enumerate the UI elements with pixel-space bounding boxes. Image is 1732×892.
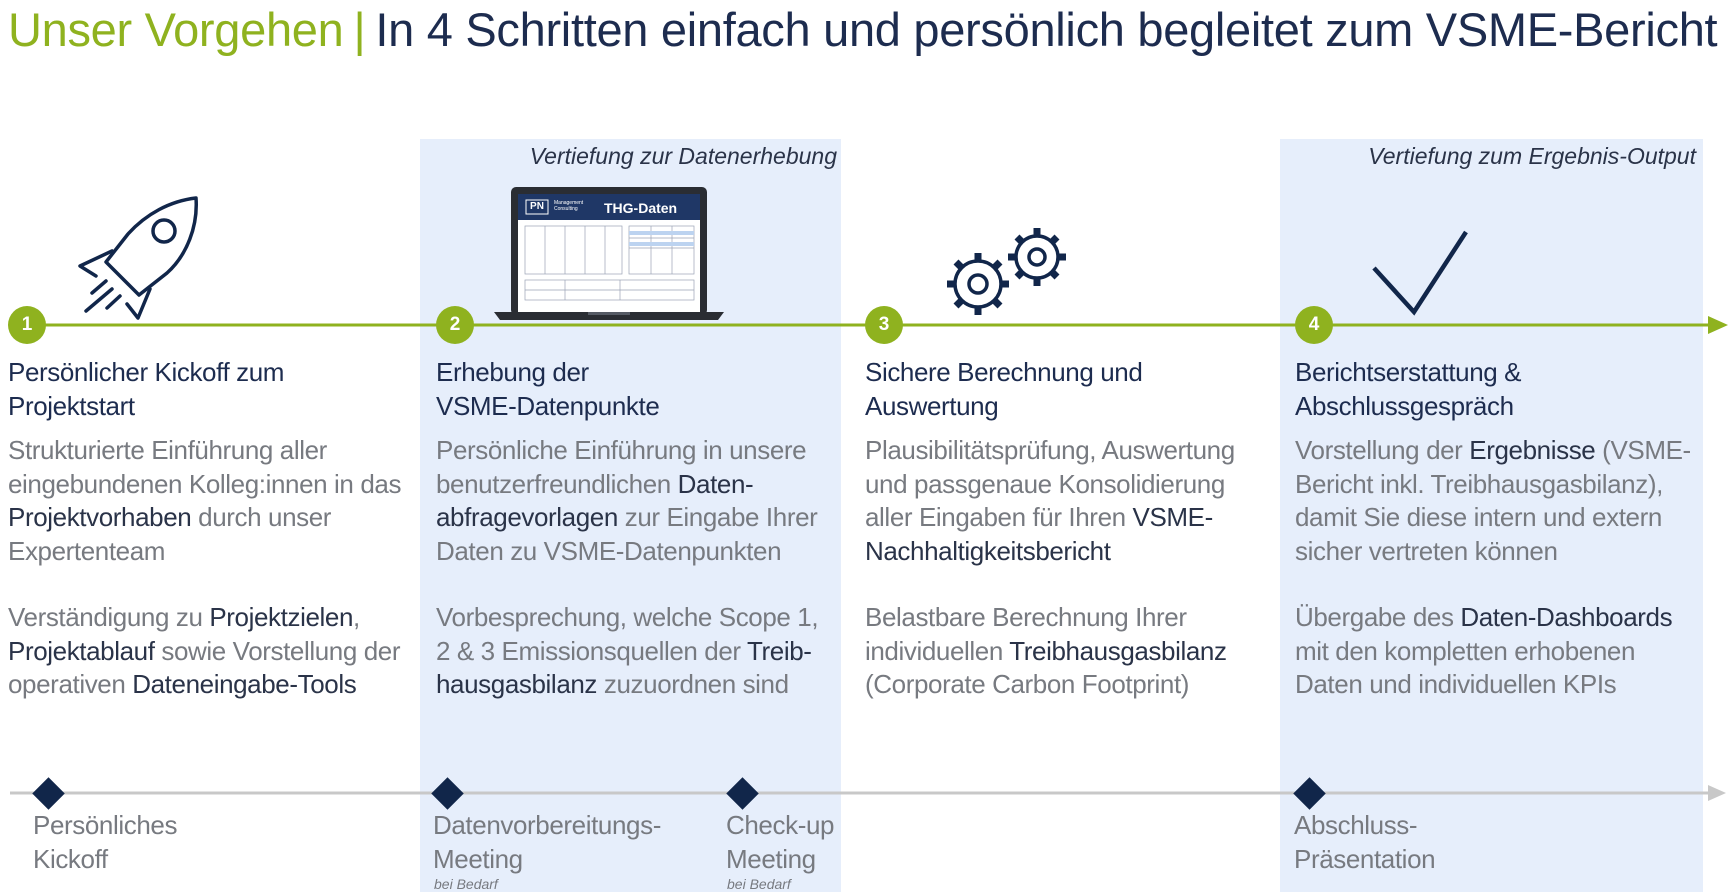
text-line: Übergabe des Daten-Dashboards bbox=[1295, 602, 1673, 632]
step-heading-line: Auswertung bbox=[865, 391, 999, 421]
milestone-line-text: Persönliches bbox=[33, 810, 178, 840]
milestone-line-text: Präsentation bbox=[1294, 844, 1436, 874]
step-heading-line: Projektstart bbox=[8, 391, 135, 421]
text-line: Bericht inkl. Treibhausgasbilanz), bbox=[1295, 468, 1663, 499]
highlight-term: Dateneingabe-Tools bbox=[132, 669, 357, 699]
step-details-3 bbox=[865, 601, 1280, 702]
title-subtitle: In 4 Schritten einfach und persönlich begleitet zum VSME-Bericht bbox=[375, 3, 1718, 56]
laptop-screen-title: THG-Daten bbox=[604, 200, 678, 216]
milestone-line-text: Meeting bbox=[726, 844, 816, 874]
text-line: Belastbare Berechnung Ihrer bbox=[865, 602, 1187, 632]
highlight-term: Treibhausgasbilanz bbox=[1009, 635, 1227, 666]
step-description-3 bbox=[865, 434, 1280, 568]
step-heading-2 bbox=[436, 355, 846, 423]
text-line: Daten und individuellen KPIs bbox=[1295, 669, 1617, 699]
milestone-line-text: Meeting bbox=[433, 844, 523, 874]
highlight-term: Daten-Dashboards bbox=[1460, 602, 1673, 632]
milestone-line-text: Abschluss- bbox=[1294, 810, 1418, 840]
text-line: operativen Dateneingabe-Tools bbox=[8, 669, 357, 699]
text-line: benutzerfreundlichen Daten- bbox=[436, 468, 754, 499]
step-description-4 bbox=[1295, 434, 1710, 568]
milestone-label-kickoff bbox=[33, 808, 177, 876]
milestone-arrowhead bbox=[1708, 785, 1726, 801]
text-line: Projektablauf sowie Vorstellung der bbox=[8, 635, 401, 666]
text-line: abfragevorlagen zur Eingabe Ihrer bbox=[436, 502, 818, 532]
milestone-note: bei Bedarf bbox=[727, 876, 791, 892]
milestone-line-text: Datenvorbereitungs- bbox=[433, 810, 661, 840]
step-heading-line: Persönlicher Kickoff zum bbox=[8, 357, 285, 387]
step-heading-line: Sichere Berechnung und bbox=[865, 357, 1143, 387]
laptop-logo: PN bbox=[530, 201, 544, 212]
text-line: Vorstellung der Ergebnisse (VSME- bbox=[1295, 435, 1691, 465]
process-arrowhead bbox=[1708, 316, 1728, 334]
text-line: Projektvorhaben durch unser bbox=[8, 502, 332, 532]
text-line: eingebundenen Kolleg:innen in das bbox=[8, 468, 402, 499]
highlight-term: Treib- bbox=[747, 635, 812, 666]
step-details-4 bbox=[1295, 601, 1710, 702]
text-line: Plausibilitätsprüfung, Auswertung bbox=[865, 435, 1235, 465]
highlight-term: Projektvorhaben bbox=[8, 502, 192, 532]
step-description-2 bbox=[436, 434, 851, 568]
checkmark-icon bbox=[1374, 232, 1466, 312]
milestone-line-text: Check-up bbox=[726, 810, 835, 840]
step-details-2 bbox=[436, 601, 851, 702]
highlight-term: hausgasbilanz bbox=[436, 669, 598, 699]
highlight-term: Projektzielen bbox=[209, 602, 354, 632]
step-heading-line: Berichtserstattung & bbox=[1295, 357, 1522, 387]
step-heading-4 bbox=[1295, 355, 1705, 423]
step-heading-line: Abschlussgespräch bbox=[1295, 391, 1514, 421]
text-line: hausgasbilanz zuzuordnen sind bbox=[436, 669, 789, 699]
text-line: Strukturierte Einführung aller bbox=[8, 435, 327, 465]
highlight-term: VSME- bbox=[1132, 502, 1213, 532]
milestone-line-text: Kickoff bbox=[33, 844, 108, 874]
highlight-term: Daten- bbox=[677, 468, 754, 499]
rocket-icon bbox=[80, 198, 196, 318]
text-line: sicher vertreten können bbox=[1295, 535, 1558, 566]
text-line: Vorbesprechung, welche Scope 1, bbox=[436, 602, 819, 632]
step-details-1 bbox=[8, 601, 423, 702]
title-main: Unser Vorgehen bbox=[8, 3, 344, 56]
panel-caption-data: Vertiefung zur Datenerhebung bbox=[529, 143, 837, 169]
step-number-2: 2 bbox=[436, 306, 474, 344]
text-line: Persönliche Einführung in unsere bbox=[436, 435, 807, 465]
step-number-3: 3 bbox=[865, 306, 903, 344]
step-heading-1 bbox=[8, 355, 418, 423]
highlight-term: Projektablauf bbox=[8, 635, 155, 666]
milestone-label-data-prep bbox=[433, 808, 661, 876]
text-line: Expertenteam bbox=[8, 535, 166, 566]
highlight-term: Ergebnisse bbox=[1469, 435, 1596, 465]
step-heading-line: VSME-Datenpunkte bbox=[436, 391, 660, 421]
milestone-label-checkup bbox=[726, 808, 834, 876]
highlight-term: abfragevorlagen bbox=[436, 502, 618, 532]
step-number-4: 4 bbox=[1295, 306, 1333, 344]
laptop-company: Management Consulting bbox=[554, 200, 584, 212]
panel-caption-output: Vertiefung zum Ergebnis-Output bbox=[1368, 143, 1696, 169]
gears-icon bbox=[947, 228, 1066, 315]
text-line bbox=[865, 535, 1280, 569]
milestone-label-final bbox=[1294, 808, 1435, 876]
highlight-term: Nachhaltigkeitsbericht bbox=[865, 535, 1111, 566]
text-line: Verständigung zu Projektzielen, bbox=[8, 602, 360, 632]
text-line: (Corporate Carbon Footprint) bbox=[865, 669, 1190, 699]
title-separator: | bbox=[353, 3, 366, 56]
step-number-1: 1 bbox=[8, 306, 46, 344]
text-line: Daten zu VSME-Datenpunkten bbox=[436, 535, 782, 566]
text-line: mit den kompletten erhobenen bbox=[1295, 635, 1636, 666]
text-line: 2 & 3 Emissionsquellen der Treib- bbox=[436, 635, 812, 666]
text-line: individuellen Treibhausgasbilanz bbox=[865, 635, 1227, 666]
text-line: aller Eingaben für Ihren VSME- bbox=[865, 502, 1213, 532]
text-line: damit Sie diese intern und extern bbox=[1295, 502, 1662, 532]
milestone-note: bei Bedarf bbox=[434, 876, 498, 892]
step-description-1 bbox=[8, 434, 423, 568]
step-heading-3 bbox=[865, 355, 1275, 423]
text-line: und passgenaue Konsolidierung bbox=[865, 468, 1225, 499]
step-heading-line: Erhebung der bbox=[436, 357, 589, 387]
